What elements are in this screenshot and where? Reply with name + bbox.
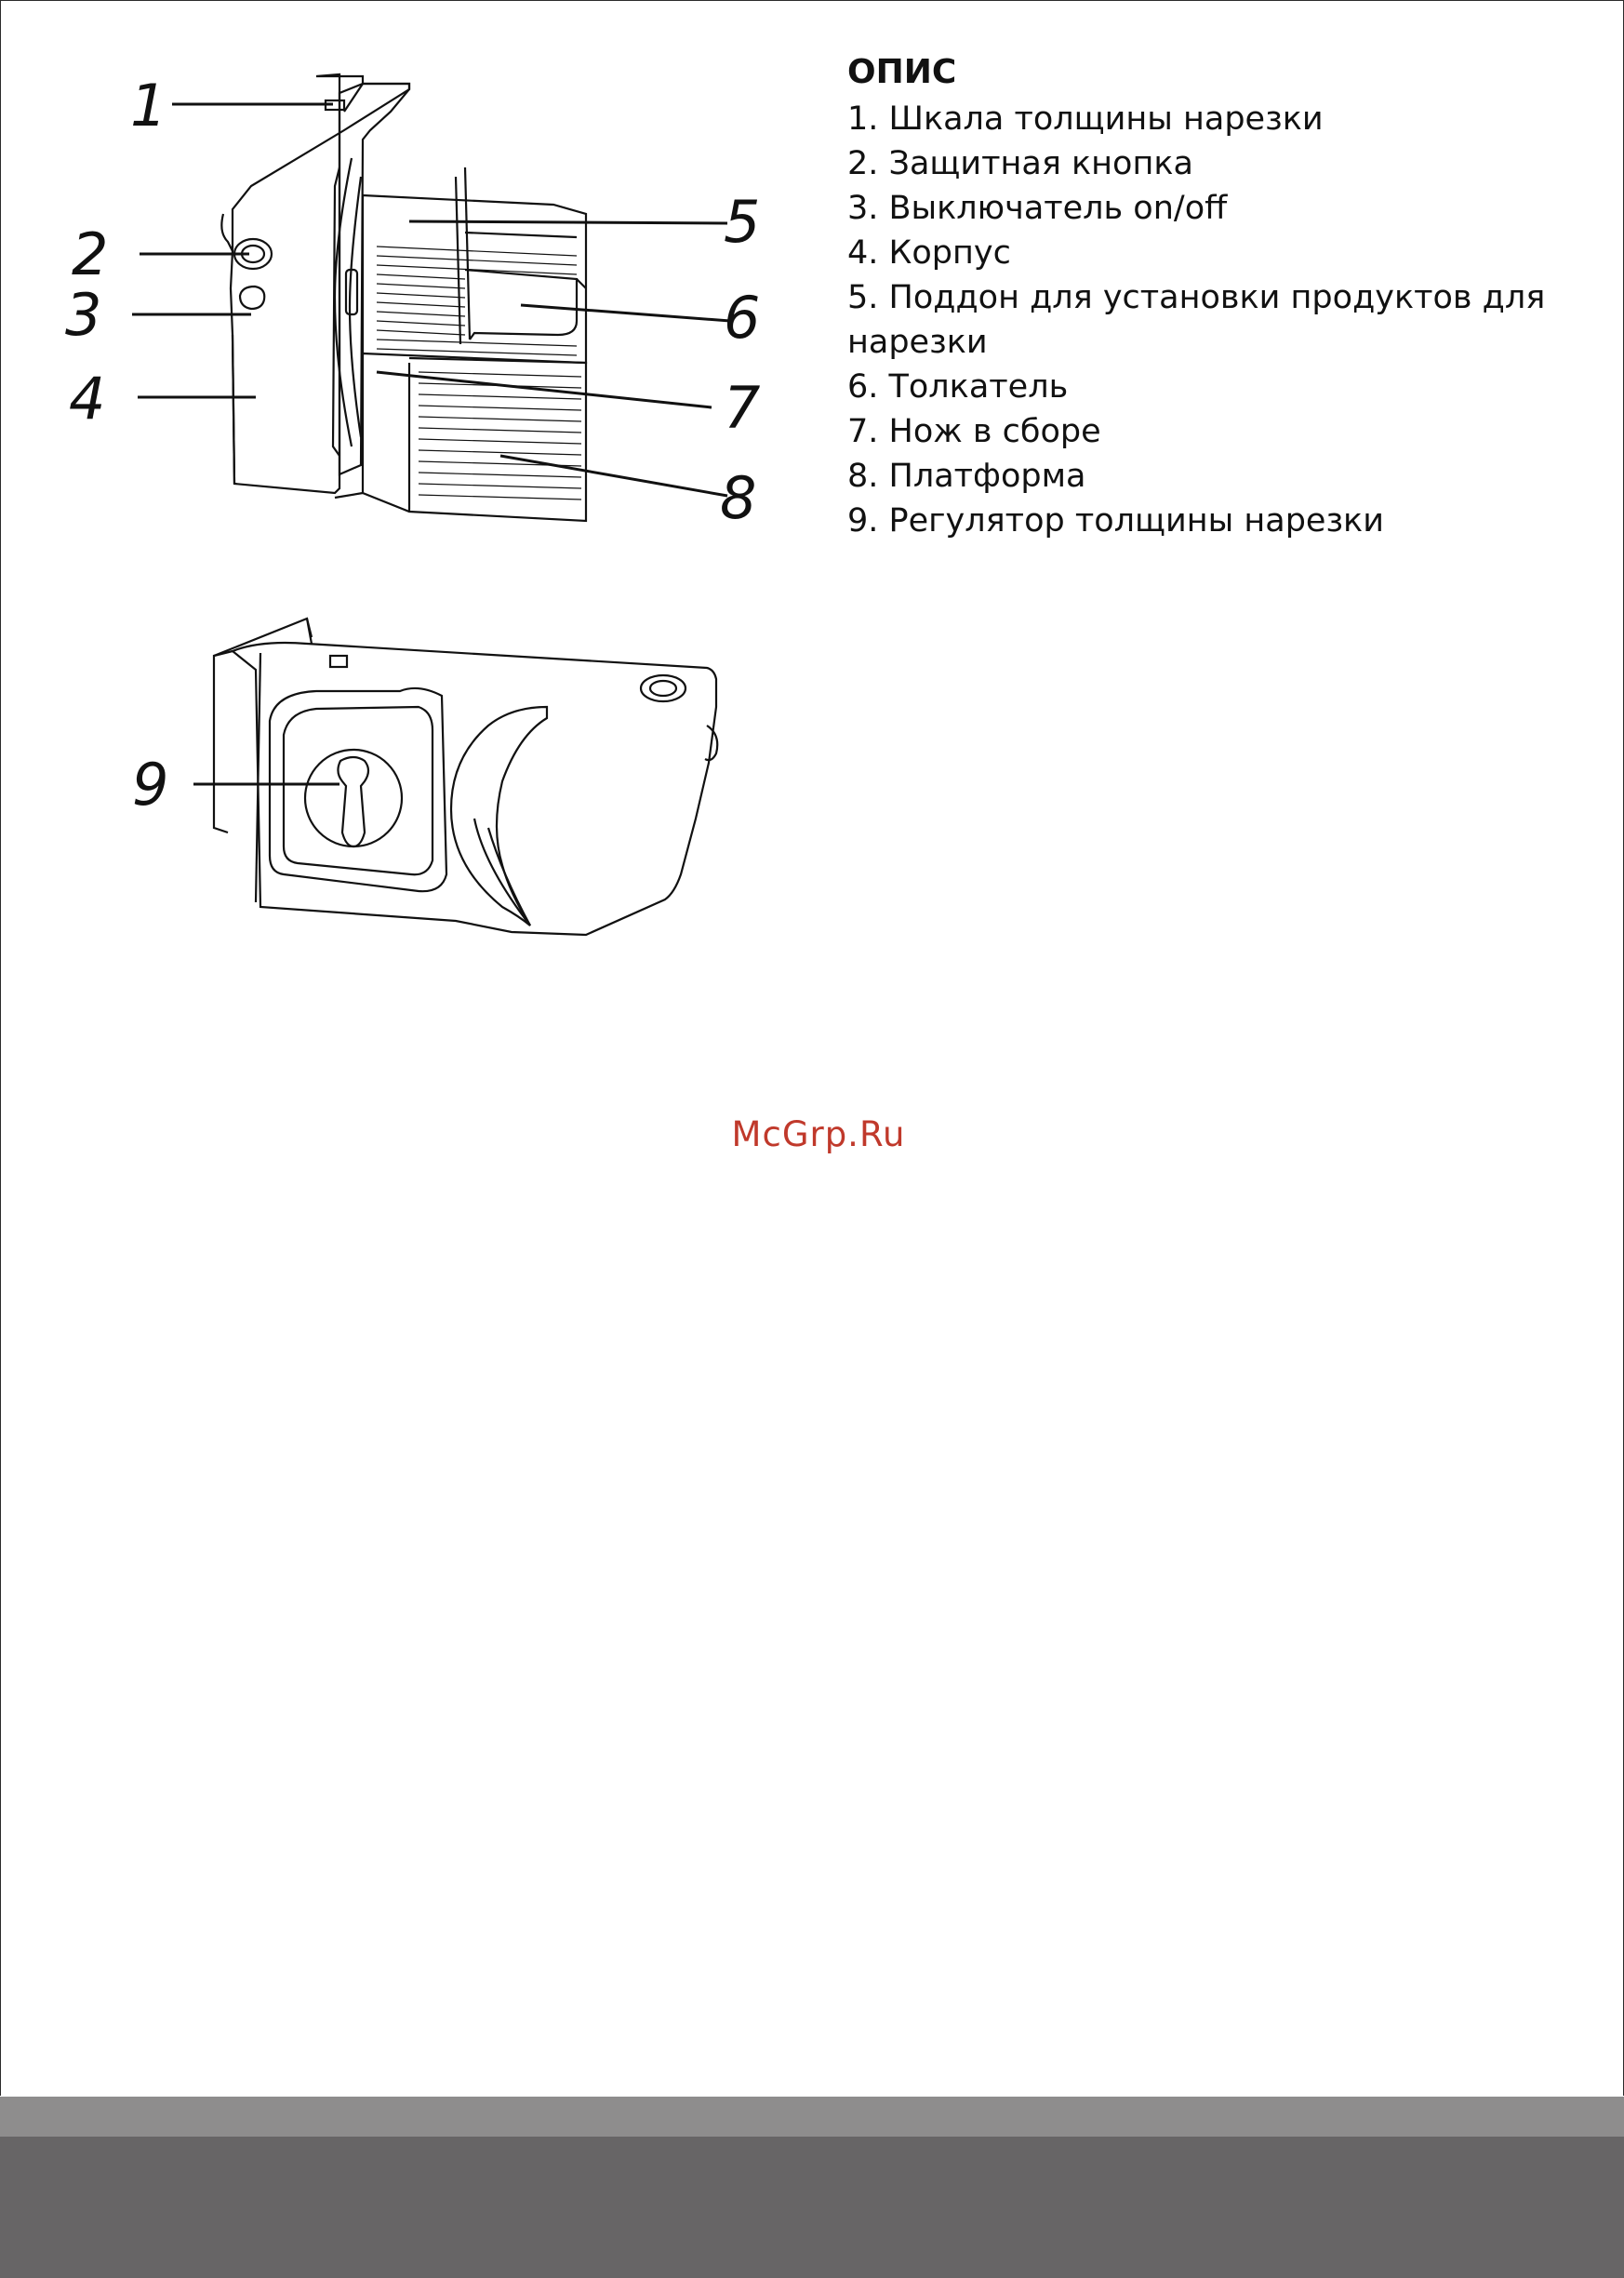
callout-8: 8	[720, 464, 757, 532]
thickness-regulator-housing	[270, 688, 446, 891]
crescent-cutout	[451, 707, 547, 926]
callout-6: 6	[724, 284, 761, 352]
description-title: ОПИС	[847, 53, 957, 91]
callout-5: 5	[724, 188, 761, 256]
callout-2: 2	[72, 220, 109, 288]
on-off-switch	[240, 286, 264, 309]
watermark: McGrp.Ru	[731, 1114, 906, 1154]
platform	[363, 353, 586, 521]
callout-9: 9	[132, 751, 169, 819]
parts-list-item: 8. Платформа	[847, 458, 1086, 495]
parts-list-item: 3. Выключатель on/off	[847, 190, 1228, 227]
parts-list-item: 1. Шкала толщины нарезки	[847, 100, 1324, 138]
footer-band-dark	[0, 2137, 1624, 2278]
parts-list-item: 4. Корпус	[847, 234, 1011, 272]
pusher	[465, 270, 577, 340]
slicer-side-illustration	[121, 595, 735, 949]
parts-list-item: 6. Толкатель	[847, 368, 1069, 406]
parts-list-item: 2. Защитная кнопка	[847, 145, 1193, 182]
slicer-front-illustration	[56, 56, 800, 540]
callout-4: 4	[69, 365, 106, 433]
parts-list	[847, 97, 1582, 543]
parts-list-item: 5. Поддон для установки продуктов для нарезки	[847, 279, 1546, 361]
callout-3: 3	[65, 281, 102, 349]
footer-band-light	[0, 2097, 1624, 2137]
callout-7: 7	[724, 374, 761, 442]
description-section	[847, 48, 1582, 543]
callout-1: 1	[130, 72, 167, 140]
thickness-regulator-knob	[305, 750, 402, 846]
parts-list-item: 9. Регулятор толщины нарезки	[847, 502, 1384, 540]
parts-list-item: 7. Нож в сборе	[847, 413, 1101, 450]
